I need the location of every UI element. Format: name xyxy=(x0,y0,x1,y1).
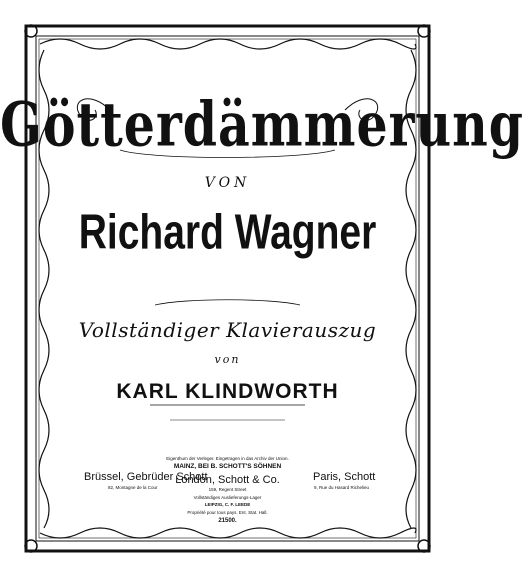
publisher-brussels: Brüssel, Gebrüder Schott xyxy=(84,471,208,483)
agency-line: Vollständiges Auslieferungs-Lager xyxy=(193,495,262,500)
opera-title: Götterdämmerung xyxy=(0,88,524,161)
edition-title: Vollständiger Klavierauszug xyxy=(78,318,377,342)
publisher-main: MAINZ, BEI B. SCHOTT'S SÖHNEN xyxy=(173,463,282,470)
publisher-notice: Eigenthum der Verleger. Eingetragen in das Archiv der Union. xyxy=(166,456,289,461)
copyright-line: Propriété pour tous pays. Ent. Stat. Hall. xyxy=(187,510,268,515)
agency-city: LEIPZIG, C. F. LEEDE xyxy=(204,502,251,507)
publisher-paris-address: 9, Rue du Hasard Richelieu xyxy=(314,485,370,490)
plate-number: 21500. xyxy=(218,518,237,524)
publisher-brussels-address: 82, Montagne de la Cour xyxy=(108,485,158,490)
publisher-paris: Paris, Schott xyxy=(313,471,376,483)
von-label: VON xyxy=(204,175,251,191)
von-label-2: von xyxy=(214,353,241,366)
composer-name: Richard Wagner xyxy=(78,206,377,260)
publisher-london-address: 159, Regent Street xyxy=(208,487,247,492)
publisher-london: London, Schott & Co. xyxy=(175,474,280,486)
arranger-name: KARL KLINDWORTH xyxy=(116,380,339,403)
